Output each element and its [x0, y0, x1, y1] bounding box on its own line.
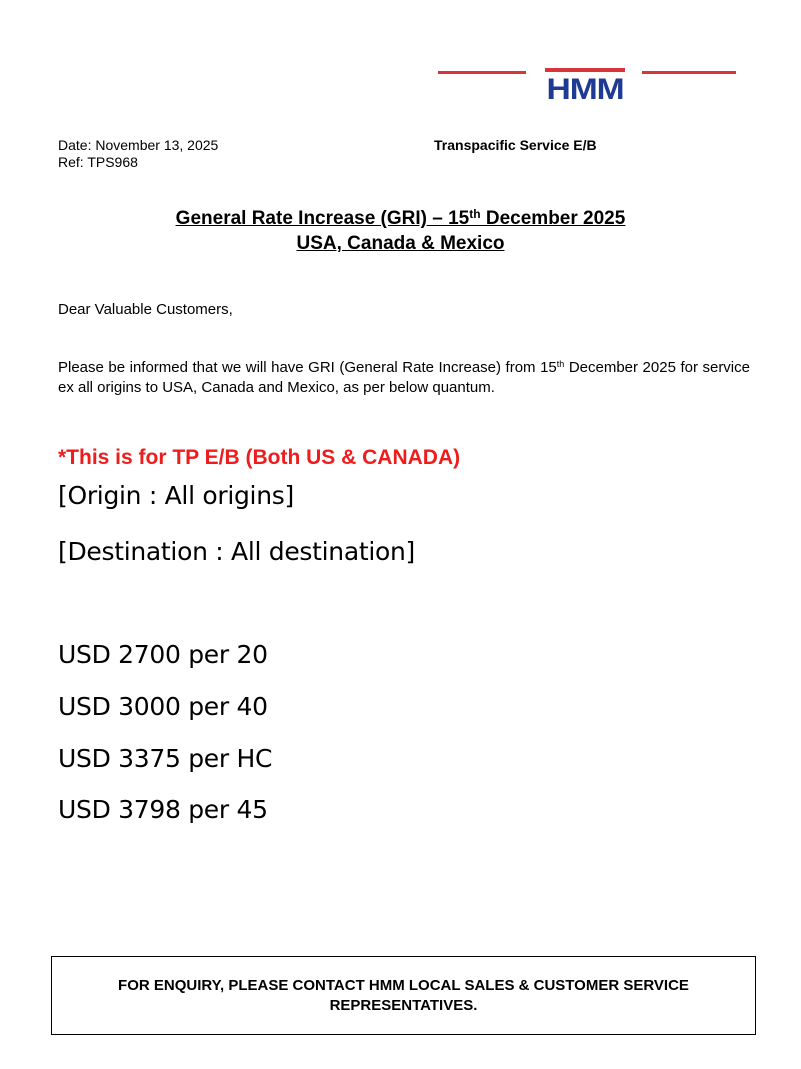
rate-item: USD 3375 per HC: [58, 744, 273, 773]
service-name: Transpacific Service E/B: [434, 137, 597, 153]
body-paragraph: [58, 358, 750, 398]
enquiry-box: [51, 956, 756, 1035]
destination-line: [Destination : All destination]: [58, 537, 415, 566]
scope-note: *This is for TP E/B (Both US & CANADA): [58, 446, 461, 469]
date-line: Date: November 13, 2025: [58, 137, 219, 153]
rate-item: USD 2700 per 20: [58, 640, 268, 669]
logo-red-bar: [545, 68, 625, 72]
title-superscript: th: [469, 207, 481, 221]
body-part-2: December 2025 for service ex all origins to USA, Canada and Mexico, as per below quantum.: [58, 359, 750, 396]
greeting: Dear Valuable Customers,: [58, 301, 233, 318]
hmm-logo: HMM: [546, 73, 624, 106]
enquiry-text: FOR ENQUIRY, PLEASE CONTACT HMM LOCAL SALES & CUSTOMER SERVICE REPRESENTATIVES.: [118, 976, 689, 1014]
document-subtitle: [0, 232, 801, 256]
reference-line: Ref: TPS968: [58, 154, 138, 170]
rate-item: USD 3000 per 40: [58, 692, 268, 721]
document-title: [0, 207, 801, 231]
body-part-1: Please be informed that we will have GRI (General Rate Increase) from 15: [58, 359, 557, 376]
origin-line: [Origin : All origins]: [58, 481, 294, 510]
title-prefix: General Rate Increase (GRI) – 15: [175, 208, 470, 229]
rate-item: USD 3798 per 45: [58, 795, 268, 824]
subtitle-text: USA, Canada & Mexico: [296, 233, 505, 254]
logo-right-line: [642, 71, 736, 74]
logo-left-line: [438, 71, 526, 74]
body-superscript: th: [556, 359, 565, 369]
title-suffix: December 2025: [480, 208, 626, 229]
